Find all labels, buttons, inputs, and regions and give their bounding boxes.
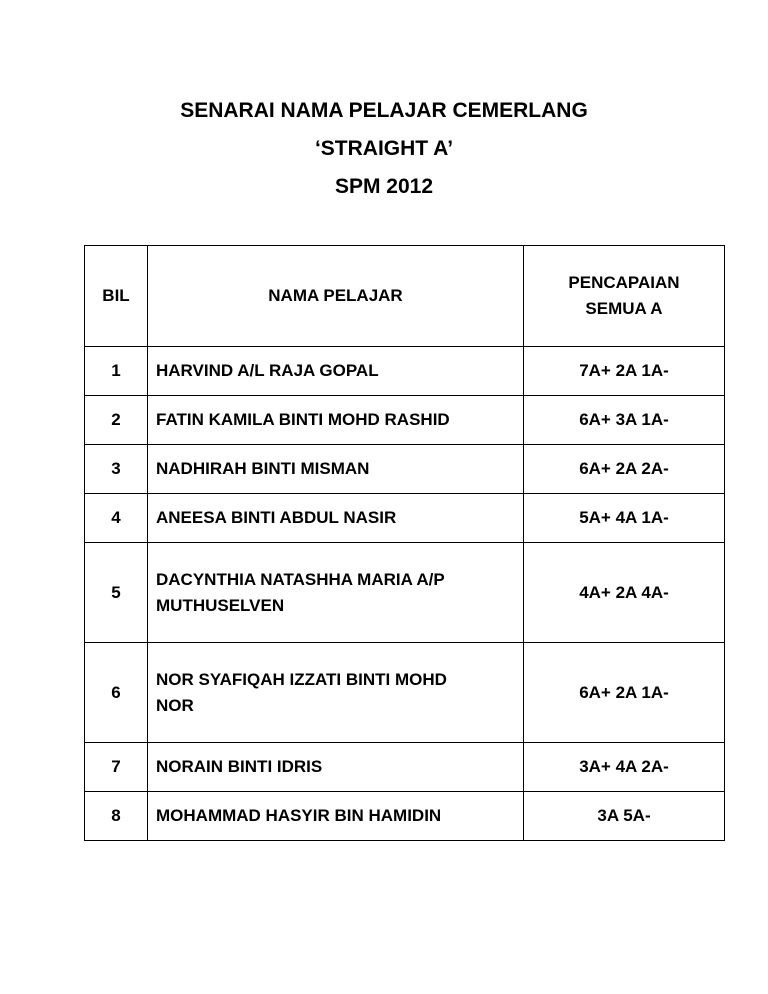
row-name: ANEESA BINTI ABDUL NASIR <box>148 494 524 543</box>
row-name-line-2: MUTHUSELVEN <box>156 595 285 615</box>
table-row <box>85 445 725 494</box>
row-name: HARVIND A/L RAJA GOPAL <box>148 347 524 396</box>
row-bil: 6 <box>85 643 148 743</box>
row-name: MOHAMMAD HASYIR BIN HAMIDIN <box>148 792 524 841</box>
header-bil: BIL <box>85 246 148 347</box>
row-score: 4A+ 2A 4A- <box>524 543 725 643</box>
header-score-line-2: SEMUA A <box>585 299 663 318</box>
results-table <box>84 245 725 841</box>
row-name: FATIN KAMILA BINTI MOHD RASHID <box>148 396 524 445</box>
row-score: 6A+ 2A 2A- <box>524 445 725 494</box>
title-line-2: ‘STRAIGHT A’ <box>314 137 454 160</box>
row-bil: 5 <box>85 543 148 643</box>
title-line-3: SPM 2012 <box>334 175 434 198</box>
row-score: 7A+ 2A 1A- <box>524 347 725 396</box>
row-bil: 7 <box>85 743 148 792</box>
row-bil: 2 <box>85 396 148 445</box>
row-name <box>148 643 524 743</box>
row-bil: 3 <box>85 445 148 494</box>
table-row <box>85 347 725 396</box>
row-score: 3A 5A- <box>524 792 725 841</box>
header-name: NAMA PELAJAR <box>148 246 524 347</box>
table-row <box>85 792 725 841</box>
table-row <box>85 543 725 643</box>
row-name-line-2: NOR <box>156 695 194 715</box>
row-name <box>148 543 524 643</box>
row-score: 5A+ 4A 1A- <box>524 494 725 543</box>
table-row <box>85 494 725 543</box>
row-score: 6A+ 3A 1A- <box>524 396 725 445</box>
row-bil: 4 <box>85 494 148 543</box>
row-score: 6A+ 2A 1A- <box>524 643 725 743</box>
row-bil: 8 <box>85 792 148 841</box>
row-score: 3A+ 4A 2A- <box>524 743 725 792</box>
row-bil: 1 <box>85 347 148 396</box>
row-name: NADHIRAH BINTI MISMAN <box>148 445 524 494</box>
table-header-row <box>85 246 725 347</box>
row-name-line-1: DACYNTHIA NATASHHA MARIA A/P <box>156 569 445 589</box>
table-row <box>85 743 725 792</box>
header-score-line-1: PENCAPAIAN <box>568 273 680 292</box>
table-row <box>85 643 725 743</box>
header-score <box>524 246 725 347</box>
title-line-1: SENARAI NAMA PELAJAR CEMERLANG <box>180 99 588 122</box>
row-name: NORAIN BINTI IDRIS <box>148 743 524 792</box>
row-name-line-1: NOR SYAFIQAH IZZATI BINTI MOHD <box>156 669 447 689</box>
table-row <box>85 396 725 445</box>
document-title <box>0 92 768 206</box>
